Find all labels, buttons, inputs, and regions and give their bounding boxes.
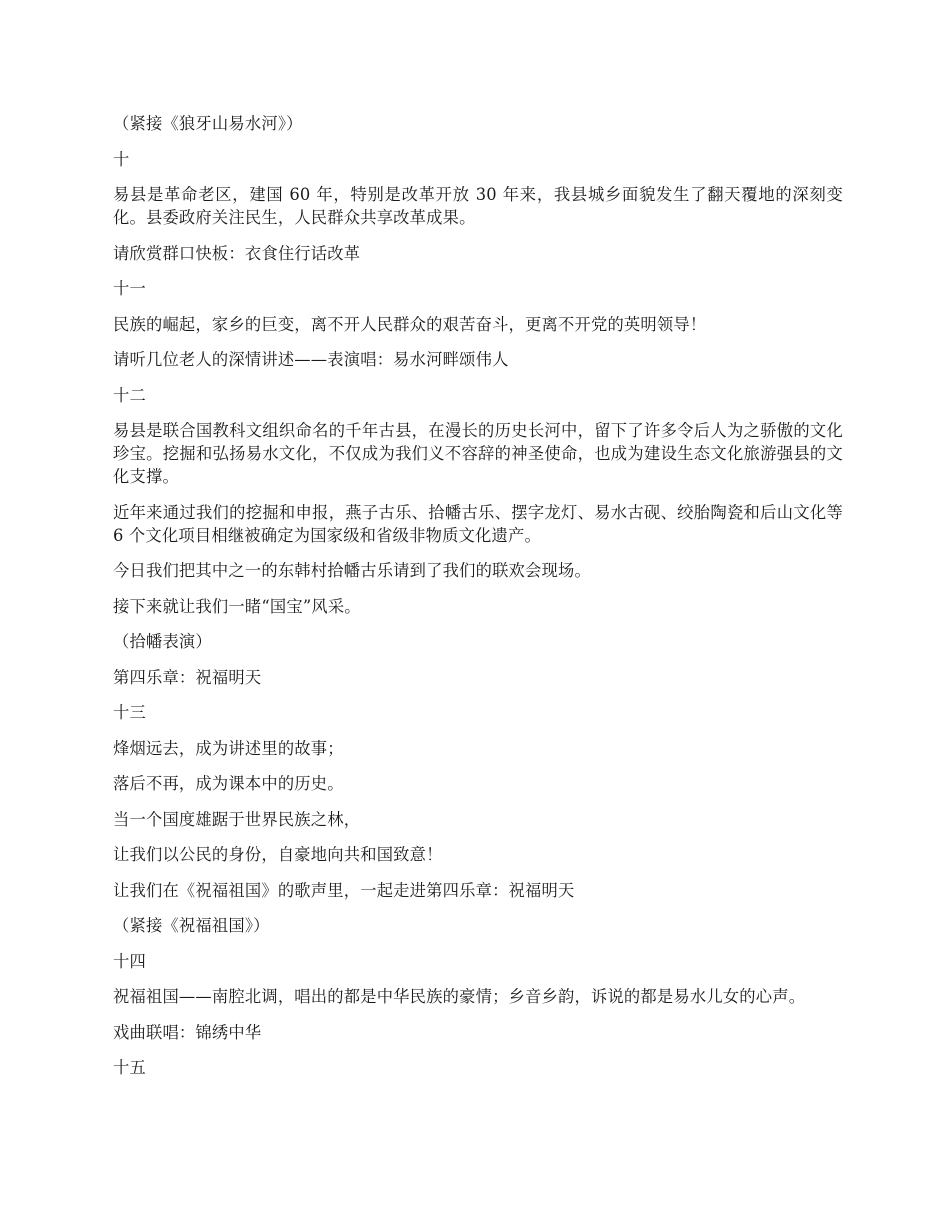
chapter-heading: 第四乐章：祝福明天	[113, 667, 262, 687]
paragraph: 易县是革命老区，建国 60 年，特别是改革开放 30 年来，我县城乡面貌发生了翻天覆地的深刻变化。县委政府关注民生，人民群众共享改革成果。	[113, 185, 843, 227]
section-number: 十三	[113, 703, 146, 722]
paragraph: 戏曲联唱：锦绣中华	[113, 1022, 262, 1042]
paragraph: 烽烟远去，成为讲述里的故事；	[113, 738, 344, 758]
paragraph: 接下来就让我们一睹“国宝”风采。	[113, 596, 361, 616]
paragraph: 近年来通过我们的挖掘和申报，燕子古乐、拾幡古乐、摆字龙灯、易水古砚、绞胎陶瓷和后山文化等 6 个文化项目相继被确定为国家级和省级非物质文化遗产。	[113, 502, 843, 545]
paragraph: 当一个国度雄踞于世界民族之林，	[113, 809, 361, 829]
section-number: 十二	[113, 385, 146, 405]
paragraph: 祝福祖国——南腔北调，唱出的都是中华民族的豪情；乡音乡韵，诉说的都是易水儿女的心声。	[113, 987, 806, 1006]
paragraph: （紧接《狼牙山易水河》）	[113, 114, 303, 133]
paragraph: 落后不再，成为课本中的历史。	[113, 774, 344, 793]
paragraph: 民族的崛起，家乡的巨变，离不开人民群众的艰苦奋斗，更离不开党的英明领导！	[113, 314, 707, 334]
section-number: 十一	[113, 279, 146, 298]
paragraph: （拾幡表演）	[113, 632, 212, 651]
paragraph: （紧接《祝福祖国》）	[113, 916, 270, 935]
document-body	[113, 112, 843, 1092]
section-number: 十	[113, 149, 130, 169]
paragraph: 请欣赏群口快板：衣食住行话改革	[113, 243, 361, 263]
section-number: 十五	[113, 1058, 146, 1077]
paragraph: 今日我们把其中之一的东韩村拾幡古乐请到了我们的联欢会现场。	[113, 561, 591, 580]
paragraph: 让我们以公民的身份，自豪地向共和国致意！	[113, 845, 443, 864]
paragraph: 易县是联合国教科文组织命名的千年古县，在漫长的历史长河中，留下了许多令后人为之骄傲的文化珍宝。挖掘和弘扬易水文化，不仅成为我们义不容辞的神圣使命，也成为建设生态文化旅游强县的文化支撑。	[113, 421, 843, 486]
paragraph: 让我们在《祝福祖国》的歌声里，一起走进第四乐章：祝福明天	[113, 880, 575, 900]
paragraph: 请听几位老人的深情讲述——表演唱：易水河畔颂伟人	[113, 350, 509, 369]
section-number: 十四	[113, 951, 146, 971]
